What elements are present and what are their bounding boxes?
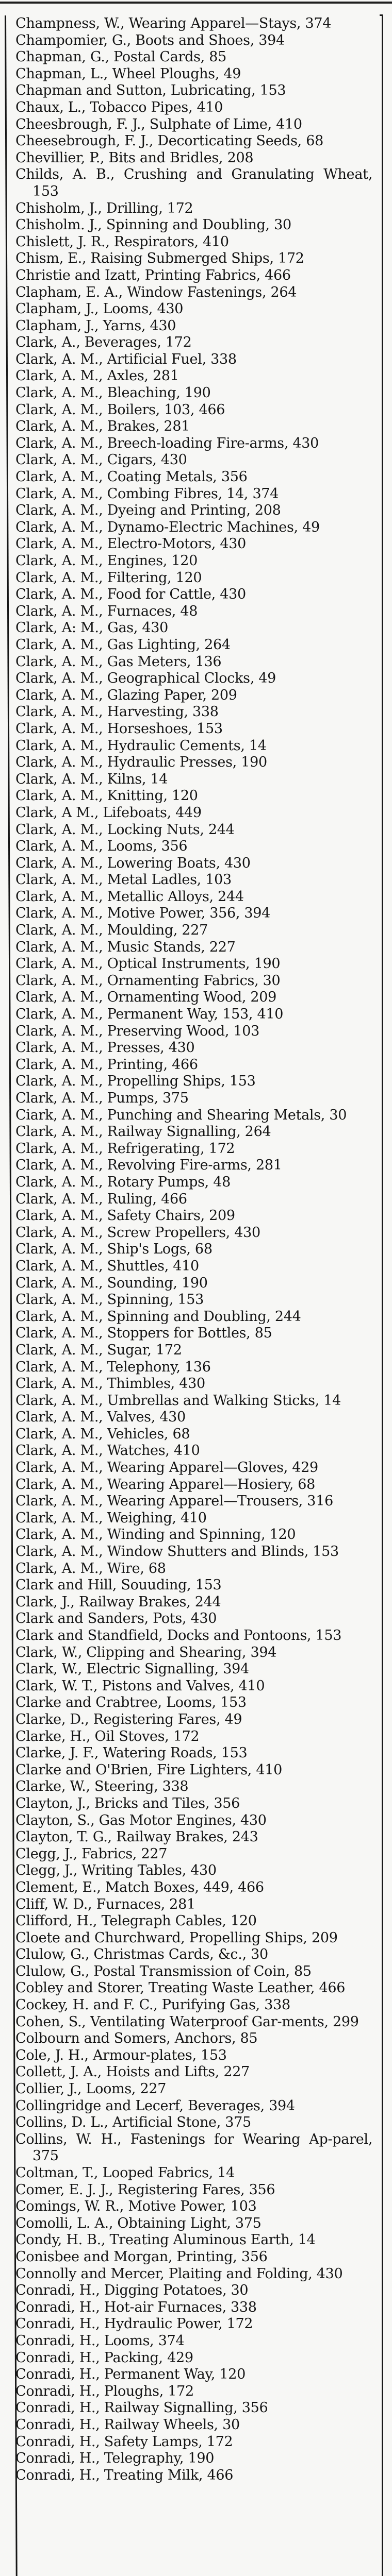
index-entry: Clark, A. M., Thimbles, 430: [15, 1376, 205, 1392]
index-entry: Clark, A. M., Railway Signalling, 264: [15, 1124, 271, 1140]
index-entry: Conradi, H., Ploughs, 172: [15, 2383, 194, 2399]
index-entry: Clark, A. M., Window Shutters and Blinds, 153: [15, 1544, 339, 1560]
index-entry: Clark, A. M., Knitting, 120: [15, 788, 198, 804]
index-entry: Champomier, G., Boots and Shoes, 394: [15, 32, 285, 48]
index-entry: Clark, A., Beverages, 172: [15, 334, 192, 351]
index-entry: Clark, A. M., Furnaces, 48: [15, 603, 198, 619]
index-entry: Conradi, H., Packing, 429: [15, 2349, 193, 2366]
index-entry: Clark, A. M., Stoppers for Bottles, 85: [15, 1325, 272, 1342]
index-entry: Clark, A. M., Moulding, 227: [15, 922, 208, 939]
index-entry: Clark, A. M., Rotary Pumps, 48: [15, 1174, 231, 1190]
index-entry: Clark, A. M., Harvesting, 338: [15, 704, 219, 720]
index-entry: Clarke, D., Registering Fares, 49: [15, 1711, 242, 1727]
index-entry: Cobley and Storer, Treating Waste Leather, 466: [15, 1980, 346, 1996]
column-divider-right: [382, 15, 383, 2576]
index-entry: Clapham, J., Looms, 430: [15, 301, 184, 317]
index-entry: Chislett, J. R., Respirators, 410: [15, 233, 229, 250]
index-entry: Clark, A. M., Cigars, 430: [15, 452, 187, 468]
index-entry: Chism, E., Raising Submerged Ships, 172: [15, 250, 304, 267]
index-entry: Cockey, H. and F. C., Purifying Gas, 338: [15, 1997, 290, 2013]
index-entry: Childs, A. B., Crushing and Granulating Wheat, 153: [15, 166, 372, 199]
index-entry: Clark, J., Railway Brakes, 244: [15, 1594, 221, 1610]
index-entry: Clark, A. M., Electro-Motors, 430: [15, 536, 247, 552]
index-entry: Clark, A. M., Sugar, 172: [15, 1342, 182, 1358]
index-entry: Collins, W. H., Fastenings for Wearing Ap-parel, 375: [15, 2131, 372, 2164]
index-entry: Collingridge and Lecerf, Beverages, 394: [15, 2097, 295, 2114]
index-entry: Clark, A. M., Spinning and Doubling, 244: [15, 1308, 301, 1325]
index-entry: Chapman, G., Postal Cards, 85: [15, 49, 227, 65]
index-entry: Clegg, J., Writing Tables, 430: [15, 1862, 217, 1879]
index-entry: Cloete and Churchward, Propelling Ships, 209: [15, 1929, 338, 1946]
index-entry: Clark, A. M., Revolving Fire-arms, 281: [15, 1157, 282, 1174]
index-entry: Clark, A. M., Ship's Logs, 68: [15, 1241, 213, 1258]
index-entry: Condy, H. B., Treating Aluminous Earth, 14: [15, 2232, 316, 2248]
index-entry: Clark, A. M., Pumps, 375: [15, 1090, 189, 1106]
index-entry: Clark, A. M., Food for Cattle, 430: [15, 586, 246, 603]
index-entry: Coltman, T., Looped Fabrics, 14: [15, 2165, 235, 2181]
index-entry: Clark, A. M., Ornamenting Wood, 209: [15, 989, 277, 1006]
index-entry: Clegg, J., Fabrics, 227: [15, 1845, 168, 1862]
index-entry: Clark, A. M., Vehicles, 68: [15, 1426, 190, 1442]
index-entry: Conradi, H., Railway Signalling, 356: [15, 2400, 268, 2416]
index-entry: Clark, A. M., Music Stands, 227: [15, 939, 236, 955]
index-entry: Clark, A. M., Engines, 120: [15, 553, 198, 569]
index-entry: Clark, A. M., Combing Fibres, 14, 374: [15, 485, 279, 502]
index-entry: Clark, A. M., Metal Ladles, 103: [15, 872, 232, 888]
index-entry: Collett, J. A., Hoists and Lifts, 227: [15, 2064, 250, 2080]
index-entry: Clark, A: M., Gas, 430: [15, 620, 169, 636]
index-entry: Conradi, H., Telegraphy, 190: [15, 2450, 215, 2467]
index-entry: Conradi, H., Hot-air Furnaces, 338: [15, 2299, 257, 2315]
index-entry: Clark, A. M., Wearing Apparel—Trousers, 316: [15, 1493, 333, 1510]
index-entry: Clarke and O'Brien, Fire Lighters, 410: [15, 1761, 283, 1778]
index-entry: Conradi, H., Safety Lamps, 172: [15, 2433, 233, 2450]
index-entry: Clark, A. M., Dynamo-Electric Machines, 49: [15, 519, 320, 535]
index-entry: Clarke, J. F., Watering Roads, 153: [15, 1745, 248, 1761]
index-entry: Clark, W., Electric Signalling, 394: [15, 1661, 249, 1677]
index-entry: Clark, A. M., Horseshoes, 153: [15, 720, 223, 737]
index-entry: Clark, A M., Lifeboats, 449: [15, 804, 202, 821]
index-entry: Clayton, J., Bricks and Tiles, 356: [15, 1795, 240, 1811]
index-entry: Clark, A. M., Lowering Boats, 430: [15, 855, 251, 871]
index-entry: Clayton, T. G., Railway Brakes, 243: [15, 1829, 258, 1845]
index-entry: Clark, A. M., Breech-loading Fire-arms, 430: [15, 435, 319, 451]
index-entry: Clark, A. M., Artificial Fuel, 338: [15, 351, 237, 367]
index-entry: Cheesebrough, F. J., Decorticating Seeds, 68: [15, 133, 323, 149]
index-entry: Clark, A. M., Permanent Way, 153, 410: [15, 1006, 284, 1023]
index-entry: Clark, A. M., Watches, 410: [15, 1443, 200, 1459]
index-entry: Clark, A. M., Wire, 68: [15, 1560, 166, 1577]
index-entry: Clark, A. M., Gas Lighting, 264: [15, 636, 231, 653]
index-entry: Clark, A. M., Glazing Paper, 209: [15, 687, 237, 703]
index-entry: Clark, A. M., Boilers, 103, 466: [15, 401, 225, 418]
index-entry: Conradi, H., Looms, 374: [15, 2332, 185, 2349]
index-entry: Clark, A. M., Coating Metals, 356: [15, 469, 248, 485]
index-entry: Clark, A. M., Dyeing and Printing, 208: [15, 502, 281, 519]
index-entry: Clark, A. M., Filtering, 120: [15, 569, 202, 586]
index-entry: Clark, A. M., Gas Meters, 136: [15, 653, 222, 670]
index-entry: Clarke and Crabtree, Looms, 153: [15, 1694, 247, 1711]
index-entry: Collier, J., Looms, 227: [15, 2081, 167, 2097]
index-entry: Chapman, L., Wheel Ploughs, 49: [15, 65, 241, 82]
index-entry: Clark, A. M., Umbrellas and Walking Sticks, 14: [15, 1392, 341, 1409]
index-entry: Collins, D. L., Artificial Stone, 375: [15, 2114, 251, 2131]
index-entry: Clark and Hill, Souuding, 153: [15, 1577, 222, 1594]
index-entry: Clark, A. M., Brakes, 281: [15, 418, 190, 435]
index-entry: Comer, E. J. J., Registering Fares, 356: [15, 2181, 275, 2198]
index-entry: Chisholm, J., Drilling, 172: [15, 200, 193, 216]
index-entry: Conradi, H., Treating Milk, 466: [15, 2467, 234, 2483]
index-entry: Clark, W., Clipping and Shearing, 394: [15, 1644, 277, 1660]
index-entry: Clarke, W., Steering, 338: [15, 1778, 189, 1795]
index-entries-list: [15, 15, 372, 2484]
index-entry: Clulow, G., Postal Transmission of Coin, 85: [15, 1963, 312, 1979]
index-entry: Clark, A. M., Locking Nuts, 244: [15, 821, 235, 838]
index-entry: Clark, A. M., Propelling Ships, 153: [15, 1073, 256, 1090]
index-entry: Conradi, H., Permanent Way, 120: [15, 2366, 246, 2383]
index-entry: Clark, A. M., Metallic Alloys, 244: [15, 888, 244, 905]
index-entry: Clark and Standfield, Docks and Pontoons, 153: [15, 1628, 342, 1643]
index-entry: Colbourn and Somers, Anchors, 85: [15, 2030, 258, 2047]
index-entry: Clulow, G., Christmas Cards, &c., 30: [15, 1946, 268, 1963]
index-entry: Clark, A. M., Wearing Apparel—Gloves, 429: [15, 1460, 318, 1476]
index-entry: Clark, W. T., Pistons and Valves, 410: [15, 1677, 265, 1694]
index-entry: Clark, A. M., Spinning, 153: [15, 1292, 204, 1308]
index-entry: Ciark, A. M., Punching and Shearing Metals, 30: [15, 1107, 347, 1123]
index-entry: Clark, A. M., Wearing Apparel—Hosiery, 68: [15, 1476, 316, 1493]
index-entry: Clark, A. M., Shuttles, 410: [15, 1258, 199, 1274]
index-entry: Conradi, H., Hydraulic Power, 172: [15, 2316, 253, 2332]
top-rule: [0, 2, 392, 4]
index-entry: Clifford, H., Telegraph Cables, 120: [15, 1913, 257, 1929]
index-entry: Conisbee and Morgan, Printing, 356: [15, 2248, 268, 2265]
index-entry: Cole, J. H., Armour-plates, 153: [15, 2047, 227, 2063]
index-entry: Cheesbrough, F. J., Sulphate of Lime, 410: [15, 116, 302, 132]
index-entry: Clement, E., Match Boxes, 449, 466: [15, 1879, 264, 1895]
index-entry: Conradi, H., Railway Wheels, 30: [15, 2416, 240, 2433]
index-entry: Clark, A. M., Kilns, 14: [15, 771, 168, 787]
index-entry: Chisholm. J., Spinning and Doubling, 30: [15, 217, 291, 233]
index-entry: Clark, A. M., Valves, 430: [15, 1409, 186, 1426]
index-entry: Comolli, L. A., Obtaining Light, 375: [15, 2215, 262, 2231]
index-entry: Clark, A. M., Hydraulic Cements, 14: [15, 737, 267, 754]
index-entry: Clark, A. M., Motive Power, 356, 394: [15, 905, 271, 922]
index-entry: Christie and Izatt, Printing Fabrics, 466: [15, 267, 291, 283]
index-entry: Conradi, H., Digging Potatoes, 30: [15, 2282, 249, 2299]
index-entry: Clapham, E. A., Window Fastenings, 264: [15, 284, 297, 300]
index-entry: Clark, A. M., Sounding, 190: [15, 1275, 208, 1291]
index-entry: Champness, W., Wearing Apparel—Stays, 374: [15, 15, 332, 31]
index-entry: Clark, A. M., Ornamenting Fabrics, 30: [15, 972, 281, 989]
index-entry: Clark and Sanders, Pots, 430: [15, 1611, 217, 1627]
index-entry: Chevillier, P., Bits and Bridles, 208: [15, 149, 254, 166]
index-entry: Clark, A. M., Safety Chairs, 209: [15, 1208, 235, 1224]
index-entry: Clarke, H., Oil Stoves, 172: [15, 1728, 200, 1744]
index-entry: Clark, A. M., Telephony, 136: [15, 1359, 211, 1375]
index-entry: Clark, A. M., Weighing, 410: [15, 1510, 207, 1526]
index-entry: Clark, A. M., Preserving Wood, 103: [15, 1023, 260, 1039]
index-entry: Clayton, S., Gas Motor Engines, 430: [15, 1812, 267, 1828]
index-entry: Connolly and Mercer, Plaiting and Folding, 430: [15, 2265, 343, 2282]
index-entry: Clark, A. M., Screw Propellers, 430: [15, 1224, 260, 1241]
index-entry: Clark, A. M., Axles, 281: [15, 368, 179, 384]
index-entry: Clark, A. M., Presses, 430: [15, 1040, 195, 1056]
index-entry: Cohen, S., Ventilating Waterproof Gar-ments, 299: [15, 2013, 359, 2030]
index-entry: Comings, W. R., Motive Power, 103: [15, 2198, 257, 2215]
index-entry: Clark, A. M., Looms, 356: [15, 838, 188, 855]
index-entry: Clark, A. M., Printing, 466: [15, 1056, 198, 1073]
index-entry: Clark, A. M., Ruling, 466: [15, 1191, 187, 1207]
index-entry: Clark, A. M., Winding and Spinning, 120: [15, 1527, 296, 1543]
index-entry: Clark, A. M., Refrigerating, 172: [15, 1140, 235, 1157]
index-entry: Clark, A. M., Geographical Clocks, 49: [15, 670, 276, 687]
index-entry: Clark, A. M., Optical Instruments, 190: [15, 956, 281, 972]
index-entry: Chaux, L., Tobacco Pipes, 410: [15, 99, 223, 115]
index-entry: Clark, A. M., Bleaching, 190: [15, 385, 211, 401]
index-entry: Clapham, J., Yarns, 430: [15, 317, 176, 334]
index-entry: Clark, A. M., Hydraulic Presses, 190: [15, 754, 267, 771]
index-entry: Chapman and Sutton, Lubricating, 153: [15, 82, 286, 99]
index-entry: Cliff, W. D., Furnaces, 281: [15, 1896, 195, 1912]
